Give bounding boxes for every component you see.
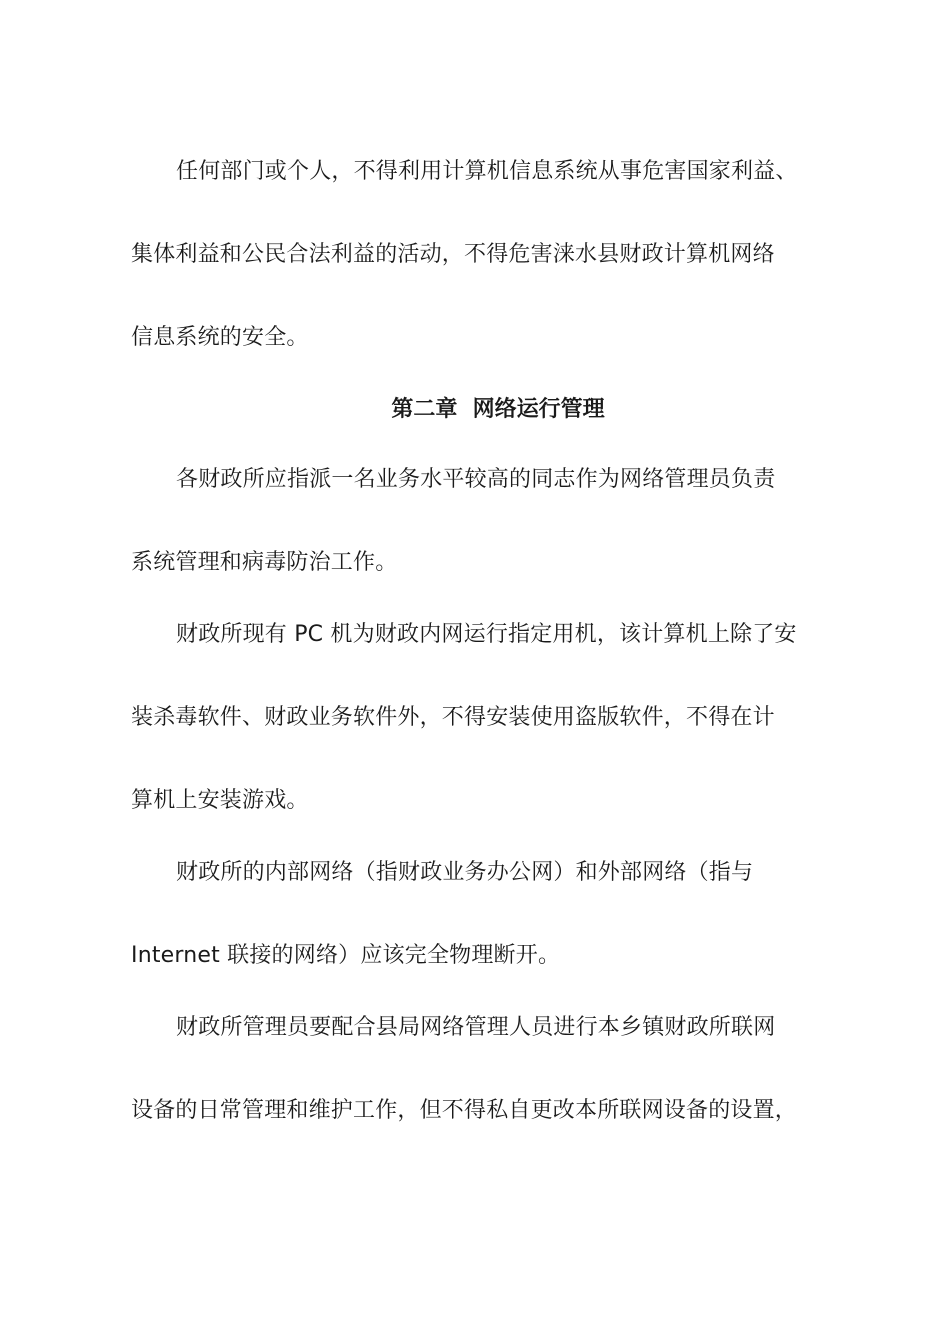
paragraph-line: Internet 联接的网络）应该完全物理断开。 [131, 943, 561, 968]
paragraph-line: 系统管理和病毒防治工作。 [131, 550, 398, 575]
paragraph-line: 任何部门或个人，不得利用计算机信息系统从事危害国家利益、 [176, 159, 798, 184]
paragraph-line: 算机上安装游戏。 [131, 788, 309, 813]
paragraph-line: 信息系统的安全。 [131, 325, 309, 350]
paragraph-line: 设备的日常管理和维护工作，但不得私自更改本所联网设备的设置， [131, 1098, 798, 1123]
chapter-heading: 第二章 网络运行管理 [391, 397, 605, 422]
paragraph-line: 财政所的内部网络（指财政业务办公网）和外部网络（指与 [176, 860, 754, 885]
paragraph-line: 财政所管理员要配合县局网络管理人员进行本乡镇财政所联网 [176, 1015, 776, 1040]
paragraph-line: 财政所现有 PC 机为财政内网运行指定用机，该计算机上除了安 [176, 622, 797, 647]
paragraph-line: 装杀毒软件、财政业务软件外，不得安装使用盗版软件，不得在计 [131, 705, 775, 730]
paragraph-line: 集体利益和公民合法利益的活动，不得危害涞水县财政计算机网络 [131, 242, 775, 267]
paragraph-line: 各财政所应指派一名业务水平较高的同志作为网络管理员负责 [176, 467, 776, 492]
